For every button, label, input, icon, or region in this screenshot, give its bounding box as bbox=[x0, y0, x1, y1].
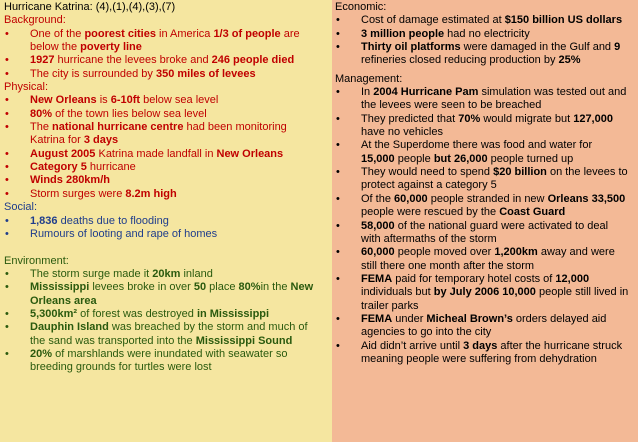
text-run: Katrina for bbox=[30, 134, 84, 147]
slide-title: Hurricane Katrina: (4),(1),(4),(3),(7) bbox=[4, 1, 176, 13]
bullet-icon: • bbox=[5, 67, 9, 80]
bold-text: FEMA bbox=[361, 312, 393, 325]
text-run: In bbox=[361, 86, 374, 99]
bullet-text bbox=[30, 308, 329, 321]
bold-text: Micheal Brown’s bbox=[426, 312, 513, 325]
bold-text: August 2005 bbox=[30, 147, 96, 160]
bullet-icon: • bbox=[336, 312, 340, 325]
bullet-text bbox=[361, 86, 635, 99]
text-run: The city is surrounded by bbox=[30, 67, 156, 80]
bold-text: 5,300km² bbox=[30, 307, 78, 320]
bold-text: 70% bbox=[458, 112, 481, 125]
bullet-item bbox=[4, 308, 329, 321]
bullet-continuation bbox=[4, 335, 329, 348]
bold-text: Dauphin Island bbox=[30, 321, 109, 334]
bullet-item bbox=[4, 28, 329, 41]
text-run: orders delayed aid bbox=[512, 312, 607, 325]
bullet-continuation bbox=[335, 54, 635, 67]
bullet-icon: • bbox=[5, 174, 9, 187]
social-list bbox=[4, 215, 329, 242]
bullet-icon: • bbox=[5, 307, 9, 320]
bullet-text bbox=[30, 108, 329, 121]
text-run: deaths due to flooding bbox=[57, 214, 169, 227]
text-run: under bbox=[392, 312, 427, 325]
bullet-icon: • bbox=[336, 339, 340, 352]
bullet-continuation bbox=[335, 206, 635, 219]
bold-text: New bbox=[290, 281, 314, 294]
text-run: people were rescued by the bbox=[361, 206, 500, 219]
text-run: levees broke in over bbox=[89, 281, 194, 294]
bullet-text bbox=[30, 28, 329, 41]
bullet-continuation bbox=[335, 153, 635, 166]
text-run: The storm surge made it bbox=[30, 267, 153, 280]
text-run: simulation was tested out and bbox=[478, 86, 627, 99]
bullet-item bbox=[4, 94, 329, 107]
bullet-continuation bbox=[4, 134, 329, 147]
bullet-icon: • bbox=[5, 147, 9, 160]
bold-text: 80% bbox=[30, 107, 53, 120]
text-run: paid for temporary hotel costs of bbox=[392, 272, 556, 285]
bullet-text bbox=[361, 246, 635, 259]
bold-text: 1,200km bbox=[494, 246, 538, 259]
bold-text: 60,000 bbox=[394, 192, 428, 205]
background-list bbox=[4, 28, 329, 81]
bullet-continuation bbox=[335, 286, 635, 299]
text-run: inland bbox=[180, 267, 213, 280]
text-run: in the bbox=[260, 281, 291, 294]
text-run: protect against a category 5 bbox=[361, 179, 497, 192]
bullet-item bbox=[335, 273, 635, 286]
text-run: Katrina made landfall in bbox=[95, 147, 217, 160]
bullet-icon: • bbox=[336, 246, 340, 259]
bullet-text bbox=[30, 321, 329, 334]
text-run: of marshlands were inundated with seawater so bbox=[52, 347, 288, 360]
bullet-item bbox=[335, 166, 635, 179]
bullet-text bbox=[30, 148, 329, 161]
bold-text: 350 miles of levees bbox=[155, 67, 256, 80]
bold-text: Winds 280km/h bbox=[30, 174, 110, 187]
physical-list bbox=[4, 94, 329, 201]
bullet-continuation bbox=[4, 295, 329, 308]
bullet-continuation bbox=[335, 99, 635, 112]
text-run: was breached by the storm and much of bbox=[108, 321, 308, 334]
bullet-text bbox=[30, 121, 329, 134]
bold-text: 3 days bbox=[463, 339, 498, 352]
bold-text: Orleans area bbox=[30, 294, 97, 307]
text-run: the levees were seen to be breached bbox=[361, 99, 542, 112]
bullet-item bbox=[4, 161, 329, 174]
text-run: individuals but bbox=[361, 286, 434, 299]
bold-text: New Orleans bbox=[216, 147, 284, 160]
bold-text: Category 5 bbox=[30, 161, 87, 174]
social-heading: Social: bbox=[4, 201, 38, 214]
bullet-item bbox=[335, 14, 635, 27]
bullet-item bbox=[4, 121, 329, 134]
right-column bbox=[332, 0, 638, 442]
text-run: They would need to spend bbox=[361, 166, 494, 179]
text-run: still there one month after the storm bbox=[361, 259, 535, 272]
text-run: of forest was destroyed bbox=[77, 307, 197, 320]
bullet-text bbox=[30, 68, 329, 81]
bullet-item bbox=[4, 54, 329, 67]
bullet-text bbox=[361, 14, 635, 27]
text-run: They predicted that bbox=[361, 112, 459, 125]
bullet-icon: • bbox=[5, 227, 9, 240]
text-run: breeding grounds for turtles were lost bbox=[30, 361, 212, 374]
background-heading: Background: bbox=[4, 14, 66, 27]
bullet-icon: • bbox=[336, 219, 340, 232]
bold-text: 12,000 bbox=[555, 272, 590, 285]
text-run: people bbox=[394, 152, 434, 165]
bold-text: 58,000 bbox=[361, 219, 395, 232]
bullet-text bbox=[30, 188, 329, 201]
bullet-item bbox=[335, 220, 635, 233]
bullet-icon: • bbox=[5, 187, 9, 200]
bullet-item bbox=[4, 188, 329, 201]
bold-text: 50 bbox=[193, 281, 207, 294]
bold-text: 127,000 bbox=[573, 112, 613, 125]
bold-text: 3 days bbox=[83, 134, 119, 147]
text-run: place bbox=[206, 281, 239, 294]
bullet-icon: • bbox=[336, 192, 340, 205]
bullet-continuation bbox=[335, 353, 635, 366]
text-run: people turned up bbox=[487, 152, 574, 165]
bullet-icon: • bbox=[336, 14, 340, 27]
bullet-icon: • bbox=[5, 281, 9, 294]
bullet-icon: • bbox=[5, 94, 9, 107]
bullet-item bbox=[335, 113, 635, 126]
text-run: of the national guard were activated to deal bbox=[394, 219, 609, 232]
text-run: with aftermaths of the storm bbox=[361, 232, 497, 245]
text-run: refineries closed reducing production by bbox=[361, 54, 559, 67]
bold-text: in Mississippi bbox=[196, 307, 270, 320]
text-run: had been monitoring bbox=[183, 121, 287, 134]
bullet-item bbox=[4, 348, 329, 361]
bold-text: poorest cities bbox=[84, 27, 156, 40]
bullet-item bbox=[4, 215, 329, 228]
bold-text: 8.2m high bbox=[125, 187, 177, 200]
bullet-icon: • bbox=[5, 267, 9, 280]
management-list bbox=[335, 86, 635, 366]
text-run: would migrate but bbox=[480, 112, 574, 125]
bullet-item bbox=[4, 268, 329, 281]
bullet-continuation bbox=[335, 233, 635, 246]
text-run: Storm surges were bbox=[30, 187, 126, 200]
text-run: were damaged in the Gulf and bbox=[460, 41, 615, 54]
bullet-continuation bbox=[335, 260, 635, 273]
bullet-text bbox=[30, 281, 329, 294]
bullet-icon: • bbox=[336, 139, 340, 152]
bullet-text bbox=[361, 139, 635, 152]
text-run: Cost of damage estimated at bbox=[361, 14, 505, 27]
bullet-text bbox=[30, 174, 329, 187]
bullet-icon: • bbox=[5, 121, 9, 134]
bold-text: $150 billion US dollars bbox=[504, 14, 623, 27]
text-run: Of the bbox=[361, 192, 395, 205]
bullet-text bbox=[30, 54, 329, 67]
bullet-text bbox=[361, 273, 635, 286]
bullet-icon: • bbox=[336, 27, 340, 40]
bullet-icon: • bbox=[5, 27, 9, 40]
bullet-item bbox=[4, 148, 329, 161]
bullet-icon: • bbox=[336, 166, 340, 179]
bullet-text bbox=[361, 340, 635, 353]
bullet-icon: • bbox=[5, 214, 9, 227]
bullet-continuation bbox=[4, 361, 329, 374]
text-run: the sand was transported into the bbox=[30, 334, 196, 347]
bullet-continuation bbox=[4, 41, 329, 54]
bold-text: $20 billion bbox=[493, 166, 547, 179]
text-run: is bbox=[96, 94, 111, 107]
bold-text: 1927 bbox=[30, 54, 55, 67]
text-run: One of the bbox=[30, 27, 85, 40]
bullet-continuation bbox=[335, 179, 635, 192]
bold-text: but 26,000 bbox=[433, 152, 488, 165]
bold-text: Coast Guard bbox=[499, 206, 566, 219]
bullet-item bbox=[335, 313, 635, 326]
bullet-text bbox=[361, 113, 635, 126]
bullet-text bbox=[30, 161, 329, 174]
environment-list bbox=[4, 268, 329, 375]
text-run: hurricane bbox=[86, 161, 136, 174]
bold-text: New Orleans bbox=[30, 94, 97, 107]
text-run: trailer parks bbox=[361, 299, 419, 312]
management-heading: Management: bbox=[335, 72, 403, 85]
bullet-text bbox=[30, 215, 329, 228]
bold-text: 80% bbox=[238, 281, 261, 294]
bullet-item bbox=[335, 41, 635, 54]
bullet-text bbox=[361, 166, 635, 179]
text-run: in America bbox=[155, 27, 214, 40]
bold-text: 25% bbox=[558, 54, 581, 67]
bold-text: Mississippi Sound bbox=[195, 334, 293, 347]
text-run: hurricane the levees broke and bbox=[54, 54, 212, 67]
text-run: Rumours of looting and rape of homes bbox=[30, 227, 218, 240]
bullet-icon: • bbox=[336, 112, 340, 125]
bullet-continuation bbox=[335, 126, 635, 139]
economic-list bbox=[335, 14, 635, 67]
bullet-continuation bbox=[335, 326, 635, 339]
bullet-icon: • bbox=[336, 272, 340, 285]
environment-heading: Environment: bbox=[4, 254, 69, 267]
bullet-text bbox=[361, 220, 635, 233]
text-run: had no electricity bbox=[444, 27, 530, 40]
bold-text: 15,000 bbox=[361, 152, 395, 165]
bullet-icon: • bbox=[5, 321, 9, 334]
bold-text: poverty line bbox=[80, 41, 142, 54]
bullet-item bbox=[335, 28, 635, 41]
bullet-item bbox=[4, 174, 329, 187]
bullet-item bbox=[4, 228, 329, 241]
bold-text: Orleans 33,500 bbox=[547, 192, 626, 205]
bold-text: national hurricane centre bbox=[52, 121, 184, 134]
bullet-item bbox=[335, 139, 635, 152]
text-run: agencies to go into the city bbox=[361, 326, 492, 339]
bullet-text bbox=[361, 313, 635, 326]
bullet-icon: • bbox=[336, 41, 340, 54]
bullet-text bbox=[30, 228, 329, 241]
bullet-icon: • bbox=[5, 347, 9, 360]
bullet-text bbox=[361, 193, 635, 206]
text-run: At the Superdome there was food and water for bbox=[361, 139, 593, 152]
text-run: people moved over bbox=[394, 246, 495, 259]
text-run: after the hurricane struck bbox=[497, 339, 623, 352]
bullet-icon: • bbox=[336, 86, 340, 99]
bold-text: 1,836 bbox=[30, 214, 58, 227]
text-run: away and were bbox=[537, 246, 615, 259]
text-run: The bbox=[30, 121, 53, 134]
bullet-text bbox=[361, 28, 635, 41]
bullet-item bbox=[4, 68, 329, 81]
bold-text: by July 2006 10,000 bbox=[433, 286, 536, 299]
bullet-item bbox=[4, 108, 329, 121]
economic-heading: Economic: bbox=[335, 1, 387, 13]
bullet-item bbox=[4, 321, 329, 334]
text-run: below sea level bbox=[140, 94, 219, 107]
text-run: of the town lies below sea level bbox=[52, 107, 207, 120]
bold-text: 9 bbox=[614, 41, 621, 54]
bold-text: 3 million people bbox=[361, 27, 445, 40]
bold-text: 2004 Hurricane Pam bbox=[373, 86, 479, 99]
bold-text: 6-10ft bbox=[110, 94, 141, 107]
bullet-icon: • bbox=[5, 54, 9, 67]
text-run: people stranded in new bbox=[427, 192, 548, 205]
bold-text: 20% bbox=[30, 347, 53, 360]
bullet-item bbox=[335, 86, 635, 99]
text-run: are bbox=[280, 27, 300, 40]
bullet-item bbox=[4, 281, 329, 294]
bullet-text bbox=[361, 41, 635, 54]
bullet-text bbox=[30, 94, 329, 107]
text-run: meaning people were suffering from dehydration bbox=[361, 352, 597, 365]
bullet-icon: • bbox=[5, 161, 9, 174]
bold-text: Mississippi bbox=[30, 281, 90, 294]
text-run: on the levees to bbox=[546, 166, 628, 179]
text-run: people still lived in bbox=[535, 286, 629, 299]
bold-text: 20km bbox=[152, 267, 181, 280]
bullet-text bbox=[30, 268, 329, 281]
text-run: have no vehicles bbox=[361, 126, 443, 139]
bullet-continuation bbox=[335, 300, 635, 313]
physical-heading: Physical: bbox=[4, 81, 49, 94]
bullet-icon: • bbox=[5, 107, 9, 120]
text-run: Aid didn’t arrive until bbox=[361, 339, 464, 352]
spacer bbox=[4, 241, 329, 254]
bullet-item bbox=[335, 340, 635, 353]
bold-text: 246 people died bbox=[211, 54, 295, 67]
text-run: below the bbox=[30, 41, 81, 54]
bullet-item bbox=[335, 246, 635, 259]
bold-text: 1/3 of people bbox=[213, 27, 281, 40]
bullet-text bbox=[30, 348, 329, 361]
bold-text: 60,000 bbox=[361, 246, 395, 259]
bullet-item bbox=[335, 193, 635, 206]
bold-text: Thirty oil platforms bbox=[361, 41, 461, 54]
bold-text: FEMA bbox=[361, 272, 393, 285]
